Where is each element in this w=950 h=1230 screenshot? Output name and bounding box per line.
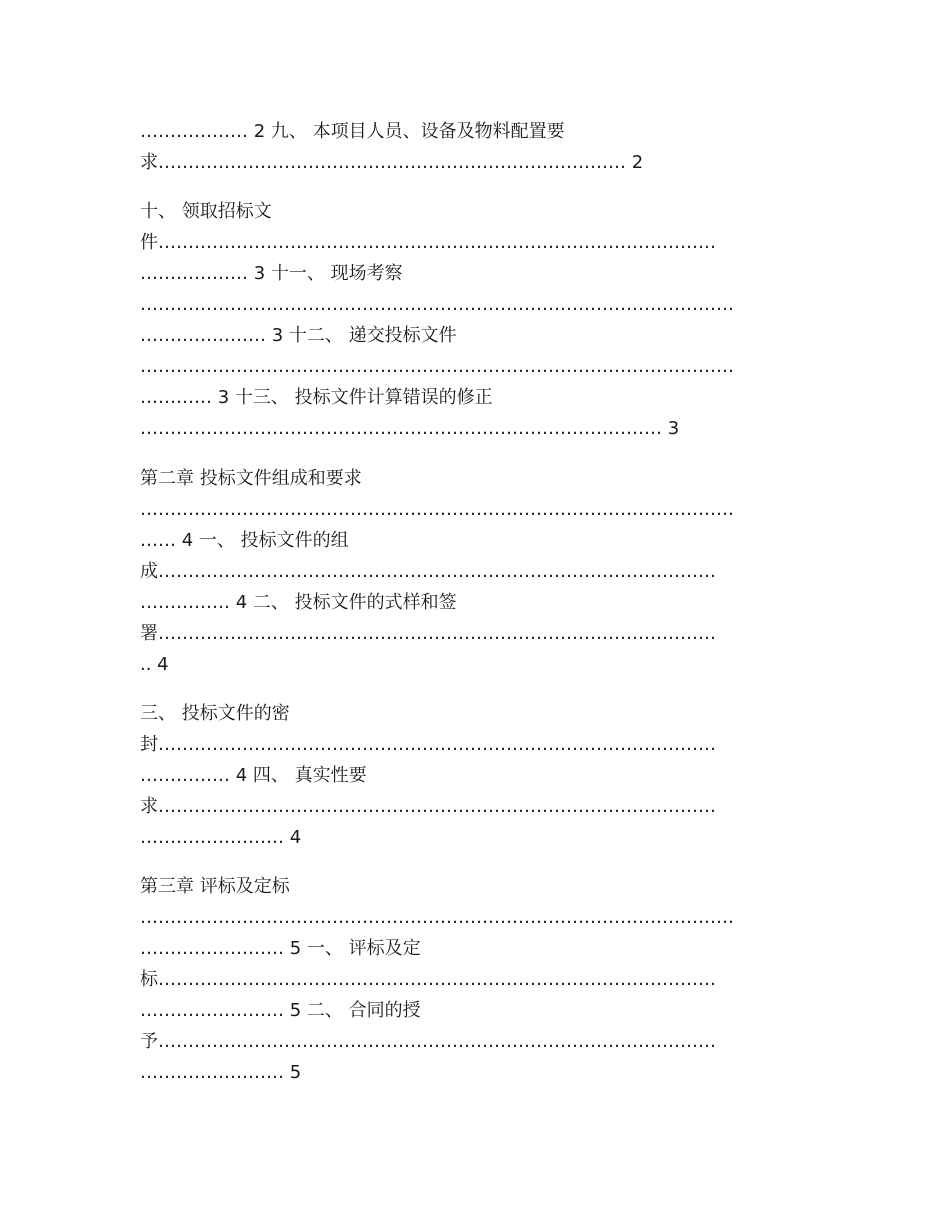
toc-line: .. 4 xyxy=(140,654,169,675)
toc-line: 三、 投标文件的密 xyxy=(140,703,290,724)
toc-line: ……………………………………………………………………………………… xyxy=(140,907,734,928)
toc-line: ……………… 3 十一、 现场考察 xyxy=(140,263,403,284)
toc-line: ………………… 3 十二、 递交投标文件 xyxy=(140,325,457,346)
toc-line: ……………………………………………………………………………………… xyxy=(140,356,734,377)
toc-line: ……………………………………………………………………………………… xyxy=(140,499,734,520)
toc-line: …………………… 5 一、 评标及定 xyxy=(140,938,421,959)
toc-line: …………… 4 二、 投标文件的式样和签 xyxy=(140,592,457,613)
toc-line: …………………… 5 二、 合同的授 xyxy=(140,1000,421,1021)
toc-line: 予………………………………………………………………………………… xyxy=(140,1031,716,1052)
toc-line: 封………………………………………………………………………………… xyxy=(140,734,716,755)
toc-line: …………… 4 四、 真实性要 xyxy=(140,765,367,786)
toc-line: ……………………………………………………………………………………… xyxy=(140,294,734,315)
toc-line: ……………… 2 九、 本项目人员、设备及物料配置要 xyxy=(140,121,565,142)
toc-line: 求…………………………………………………………………… 2 xyxy=(140,152,644,173)
toc-line: …… 4 一、 投标文件的组 xyxy=(140,530,349,551)
toc-line: 求………………………………………………………………………………… xyxy=(140,796,716,817)
toc-line: …………………………………………………………………………… 3 xyxy=(140,418,680,439)
toc-line: …………………… 5 xyxy=(140,1062,302,1083)
toc-line: 件………………………………………………………………………………… xyxy=(140,232,716,253)
toc-line: 十、 领取招标文 xyxy=(140,201,272,222)
toc-line: 标………………………………………………………………………………… xyxy=(140,969,716,990)
toc-line: ………… 3 十三、 投标文件计算错误的修正 xyxy=(140,387,493,408)
chapter-heading: 第三章 评标及定标 xyxy=(140,876,290,897)
toc-line: 成………………………………………………………………………………… xyxy=(140,561,716,582)
chapter-heading: 第二章 投标文件组成和要求 xyxy=(140,468,362,489)
toc-line: 署………………………………………………………………………………… xyxy=(140,623,716,644)
toc-line: …………………… 4 xyxy=(140,827,302,848)
toc-page xyxy=(140,0,810,1230)
